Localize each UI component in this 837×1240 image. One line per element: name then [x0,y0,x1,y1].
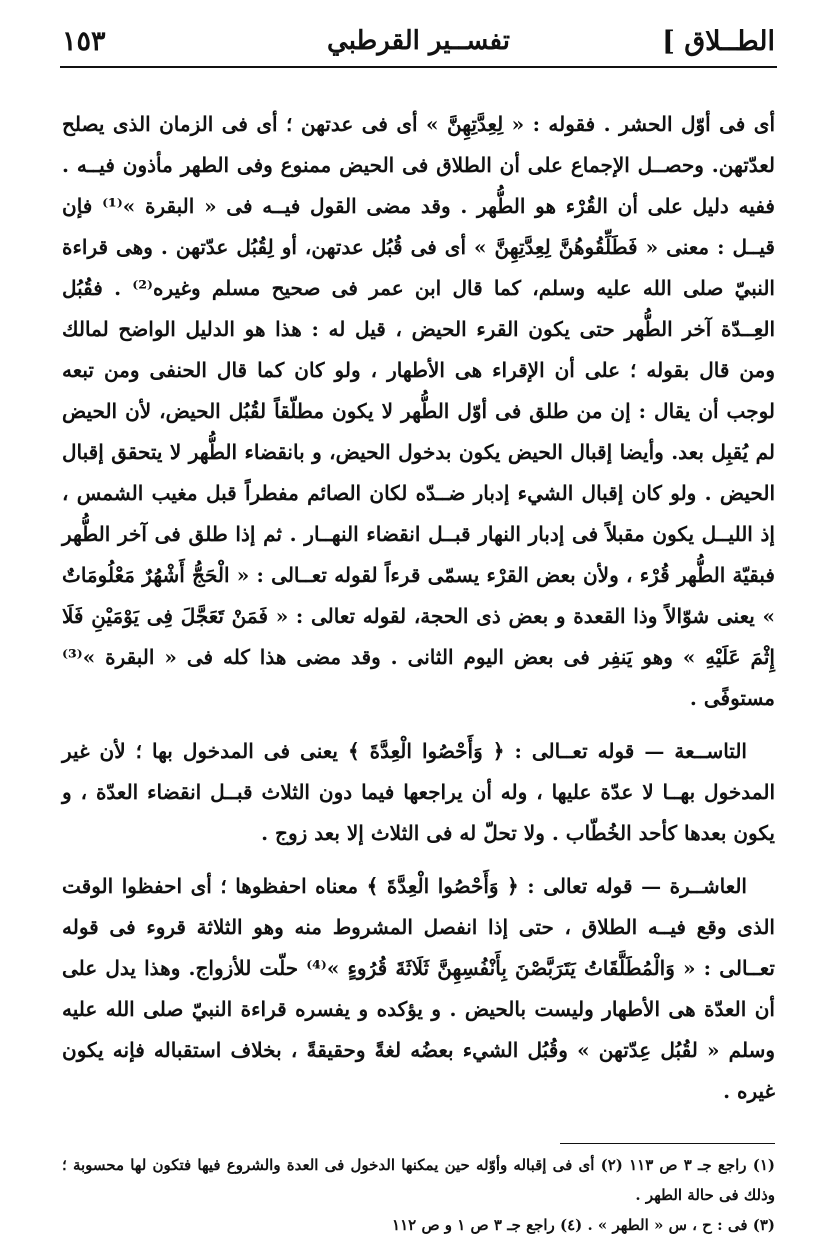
book-title: تفســير القرطبي [327,26,510,56]
footnote-line: (١) راجع جـ ٣ ص ١١٣ (٢) أى فى إقباله وأوّله حين يمكنها الدخول فى العدة والشروع فيها فتكون لها محسوبة ؛ وذلك فى حالة الطهر . [62,1156,775,1204]
page-number: ١٥٣ [62,26,106,57]
header-divider [60,66,777,68]
page-header [62,22,775,66]
footnotes [62,1150,775,1240]
chapter-title: الطــلاق ] [662,26,775,57]
paragraph: العاشــرة — قوله تعالى : ﴿ وَأَحْصُوا الْعِدَّةَ ﴾ معناه احفظوها ؛ أى احفظوا الوقت الذى وقع فيــه الطلاق ، حتى إذا انفصل المشروط منه وهو الثلاثة قروء فى قوله تعــالى : « وَالْمُطَلَّقَاتُ يَتَرَبَّصْنَ بِأَنْفُسِهِنَّ ثَلَاثَةَ قُرُوءٍ »⁽⁴⁾ حلّت للأزواج. وهذا يدل على أن العدّة هى الأطهار وليست بالحيض . و يؤكده و يفسره قراءة النبيّ صلى الله عليه وسلم « لقُبُل عِدّتهن » وقُبُل الشيء بعضُه لغةً وحقيقةً ، بخلاف استقباله فإنه يكون غيره . [62,874,775,1103]
paragraph: أى فى أوّل الحشر . فقوله : « لِعِدَّتِهِنَّ » أى فى عدتهن ؛ أى فى الزمان الذى يصلح لعدّتهن. وحصــل الإجماع على أن الطلاق فى الحيض ممنوع وفى الطهر مأذون فيــه . ففيه دليل على أن القُرْء هو الطُّهر . وقد مضى القول فيــه فى « البقرة »⁽¹⁾ فإن قيــل : معنى « فَطَلِّقُوهُنَّ لِعِدَّتِهِنَّ » أى فى قُبُل عدتهن، أو لِقُبُل عدّتهن . وهى قراءة النبيّ صلى الله عليه وسلم، كما قال ابن عمر فى صحيح مسلم وغيره⁽²⁾ . فقُبُل العِــدّة آخر الطُّهر حتى يكون القرء الحيض ، قيل له : هذا هو الدليل الواضح لمالك ومن قال بقوله ؛ على أن الإقراء هى الأطهار ، ولو كان كما قال الحنفى ومن تبعه لوجب أن يقال : إن من طلق فى أوّل الطُّهر لا يكون مطلّقاً لقُبُل الحيض، لأن الحيض لم يُقبِل بعد. وأيضا إقبال الحيض يكون بدخول الحيض، و بانقضاء الطُّهر لا يتحقق إقبال الحيض . ولو كان إقبال الشيء إدبار ضــدّه لكان الصائم مفطراً قبل مغيب الشمس ، إذ الليــل يكون مقبلاً فى إدبار النهار قبــل انقضاء النهــار . ثم إذا طلق فى آخر الطُّهر فبقيّة الطُّهر قُرْء ، ولأن بعض القرْء يسمّى قرءاً لقوله تعــالى : « الْحَجُّ أَشْهُرٌ مَعْلُومَاتٌ » يعنى شوّالاً وذا القعدة و بعض ذى الحجة، لقوله تعالى : « فَمَنْ تَعَجَّلَ فِى يَوْمَيْنِ فَلَا إِثْمَ عَلَيْهِ » وهو يَنفِر فى بعض اليوم الثانى . وقد مضى هذا كله فى « البقرة »⁽³⁾ مستوفًى . [62,112,775,710]
footnote-divider [560,1143,775,1144]
footnote-line: (٣) فى : ح ، س « الطهر » . (٤) راجع جـ ٣ ص ١ و ص ١١٢ [392,1216,775,1234]
paragraph: التاســعة — قوله تعــالى : ﴿ وَأَحْصُوا الْعِدَّةَ ﴾ يعنى فى المدخول بها ؛ لأن غير المدخول بهــا لا عدّة عليها ، وله أن يراجعها فيما دون الثلاث قبــل انقضاء العدّة ، و يكون بعدها كأحد الخُطّاب . ولا تحلّ له فى الثلاث إلا بعد زوج . [62,739,775,845]
main-text [62,104,775,1112]
